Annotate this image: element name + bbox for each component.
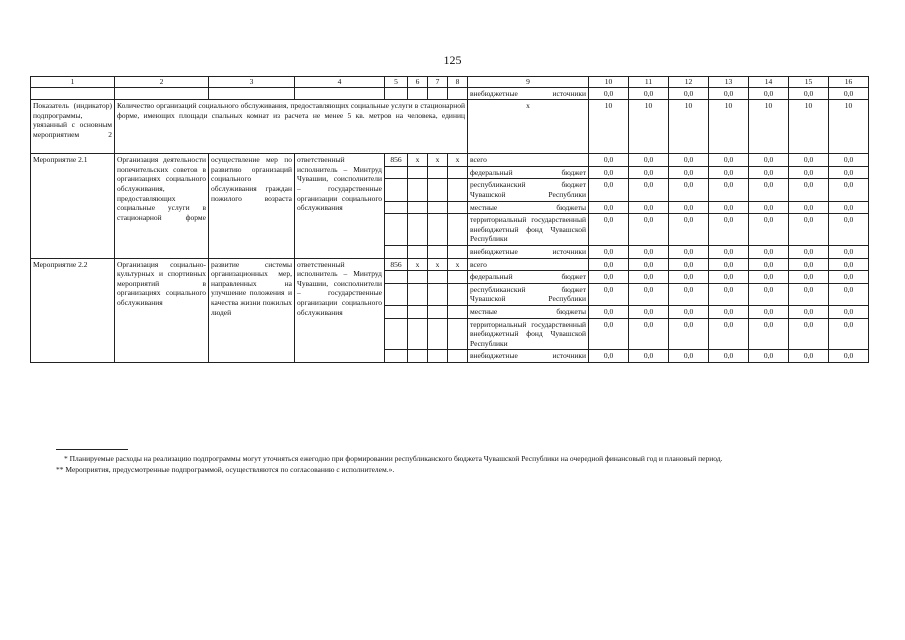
- measure-name: Мероприятие 2.1: [31, 154, 115, 258]
- indicator-label: Показатель (индикатор) подпрограммы, увязанный с основным мероприятием 2: [31, 100, 115, 154]
- measure-title: Организация социально-культурных и спортивных мероприятий в организациях социального обслуживания: [115, 258, 209, 362]
- source-label: республиканский бюджет Чувашской Республики: [468, 283, 589, 305]
- source-label: территориальный государственный внебюджетный фонд Чувашской Республики: [468, 318, 589, 350]
- header-cell: 13: [709, 77, 749, 88]
- measure-row: Мероприятие 2.1 Организация деятельности попечительских советов в организациях социального обслуживания, предоставляющих социальные услуги в стационарной форме осуществление мер по развитию организаций социального обслуживания граждан пожилого возраста ответственный исполнитель – Минтруд Чувашии, соисполнители – государственные организации социального обслуживания 856 х х х всего 0,0 0,0 0,0 0,0 0,0 0,0 0,0: [31, 154, 869, 167]
- source-row: федеральный бюджет 0,0 0,0 0,0 0,0 0,0 0,0 0,0: [31, 271, 869, 284]
- source-row: территориальный государственный внебюджетный фонд Чувашской Республики 0,0 0,0 0,0 0,0 0,0 0,0 0,0: [31, 318, 869, 350]
- indicator-row: Показатель (индикатор) подпрограммы, увязанный с основным мероприятием 2 Количество организаций социального обслуживания, предоставляющих социальные услуги в стационарной форме, имеющих площади спальных комнат из расчета не менее 5 кв. метров на человека, единиц х 10 10 10 10 10 10 10: [31, 100, 869, 154]
- header-cell: 14: [749, 77, 789, 88]
- footnote-divider: [56, 449, 128, 450]
- header-cell: 4: [295, 77, 385, 88]
- source-row: федеральный бюджет 0,0 0,0 0,0 0,0 0,0 0,0 0,0: [31, 166, 869, 179]
- measure-title: Организация деятельности попечительских советов в организациях социального обслуживания, предоставляющих социальные услуги в стационарной форме: [115, 154, 209, 258]
- footnote: ** Мероприятия, предусмотренные подпрограммой, осуществляются по согласованию с исполнителем.».: [56, 464, 395, 474]
- source-label: республиканский бюджет Чувашской Республики: [468, 179, 589, 201]
- page-number: 125: [443, 53, 462, 67]
- source-label: всего: [468, 258, 589, 271]
- header-cell: 5: [385, 77, 408, 88]
- measure-row: Мероприятие 2.2 Организация социально-культурных и спортивных мероприятий в организациях социального обслуживания развитие системы организационных мер, направленных на улучшение положения и качества жизни пожилых людей ответственный исполнитель – Минтруд Чувашии, соисполнители – государственные организации социального обслуживания 856 х х х всего 0,0 0,0 0,0 0,0 0,0 0,0 0,0: [31, 258, 869, 271]
- measure-executor: ответственный исполнитель – Минтруд Чувашии, соисполнители – государственные организации социального обслуживания: [295, 258, 385, 362]
- source-label: местные бюджеты: [468, 201, 589, 214]
- budget-code: 856: [385, 154, 408, 167]
- header-cell: 2: [115, 77, 209, 88]
- header-cell: 10: [589, 77, 629, 88]
- source-row: республиканский бюджет Чувашской Республики 0,0 0,0 0,0 0,0 0,0 0,0 0,0: [31, 179, 869, 201]
- source-label: местные бюджеты: [468, 305, 589, 318]
- source-label: федеральный бюджет: [468, 271, 589, 284]
- continuation-row: внебюджетные источники 0,0 0,0 0,0 0,0 0,0 0,0 0,0: [31, 87, 869, 100]
- header-cell: 16: [829, 77, 869, 88]
- indicator-description: Количество организаций социального обслуживания, предоставляющих социальные услуги в стационарной форме, имеющих площади спальных комнат из расчета не менее 5 кв. метров на человека, единиц: [115, 100, 468, 154]
- header-cell: 8: [448, 77, 468, 88]
- budget-code: 856: [385, 258, 408, 271]
- header-row: [31, 77, 869, 88]
- source-row: местные бюджеты 0,0 0,0 0,0 0,0 0,0 0,0 0,0: [31, 305, 869, 318]
- measure-goal: осуществление мер по развитию организаций социального обслуживания граждан пожилого возраста: [209, 154, 295, 258]
- header-cell: 1: [31, 77, 115, 88]
- footnotes: [56, 449, 876, 476]
- header-cell: 11: [629, 77, 669, 88]
- source-row: республиканский бюджет Чувашской Республики 0,0 0,0 0,0 0,0 0,0 0,0 0,0: [31, 283, 869, 305]
- source-label: внебюджетные источники: [468, 245, 589, 258]
- header-cell: 9: [468, 77, 589, 88]
- source-label: внебюджетные источники: [468, 87, 589, 100]
- source-row: местные бюджеты 0,0 0,0 0,0 0,0 0,0 0,0 0,0: [31, 201, 869, 214]
- header-cell: 3: [209, 77, 295, 88]
- source-label: территориальный государственный внебюджетный фонд Чувашской Республики: [468, 214, 589, 246]
- footnote: * Планируемые расходы на реализацию подпрограммы могут уточняться ежегодно при формировании республиканского бюджета Чувашской Республики на очередной финансовый год и плановый период.: [64, 454, 723, 463]
- source-label: внебюджетные источники: [468, 350, 589, 363]
- header-cell: 6: [408, 77, 428, 88]
- measure-executor: ответственный исполнитель – Минтруд Чувашии, соисполнители – государственные организации социального обслуживания: [295, 154, 385, 258]
- header-cell: 7: [428, 77, 448, 88]
- indicator-x: х: [468, 100, 589, 154]
- source-label: всего: [468, 154, 589, 167]
- source-row: внебюджетные источники 0,0 0,0 0,0 0,0 0,0 0,0 0,0: [31, 350, 869, 363]
- source-row: внебюджетные источники 0,0 0,0 0,0 0,0 0,0 0,0 0,0: [31, 245, 869, 258]
- program-table: [30, 76, 869, 363]
- measure-name: Мероприятие 2.2: [31, 258, 115, 362]
- source-label: федеральный бюджет: [468, 166, 589, 179]
- source-row: территориальный государственный внебюджетный фонд Чувашской Республики 0,0 0,0 0,0 0,0 0,0 0,0 0,0: [31, 214, 869, 246]
- header-cell: 15: [789, 77, 829, 88]
- measure-goal: развитие системы организационных мер, направленных на улучшение положения и качества жизни пожилых людей: [209, 258, 295, 362]
- header-cell: 12: [669, 77, 709, 88]
